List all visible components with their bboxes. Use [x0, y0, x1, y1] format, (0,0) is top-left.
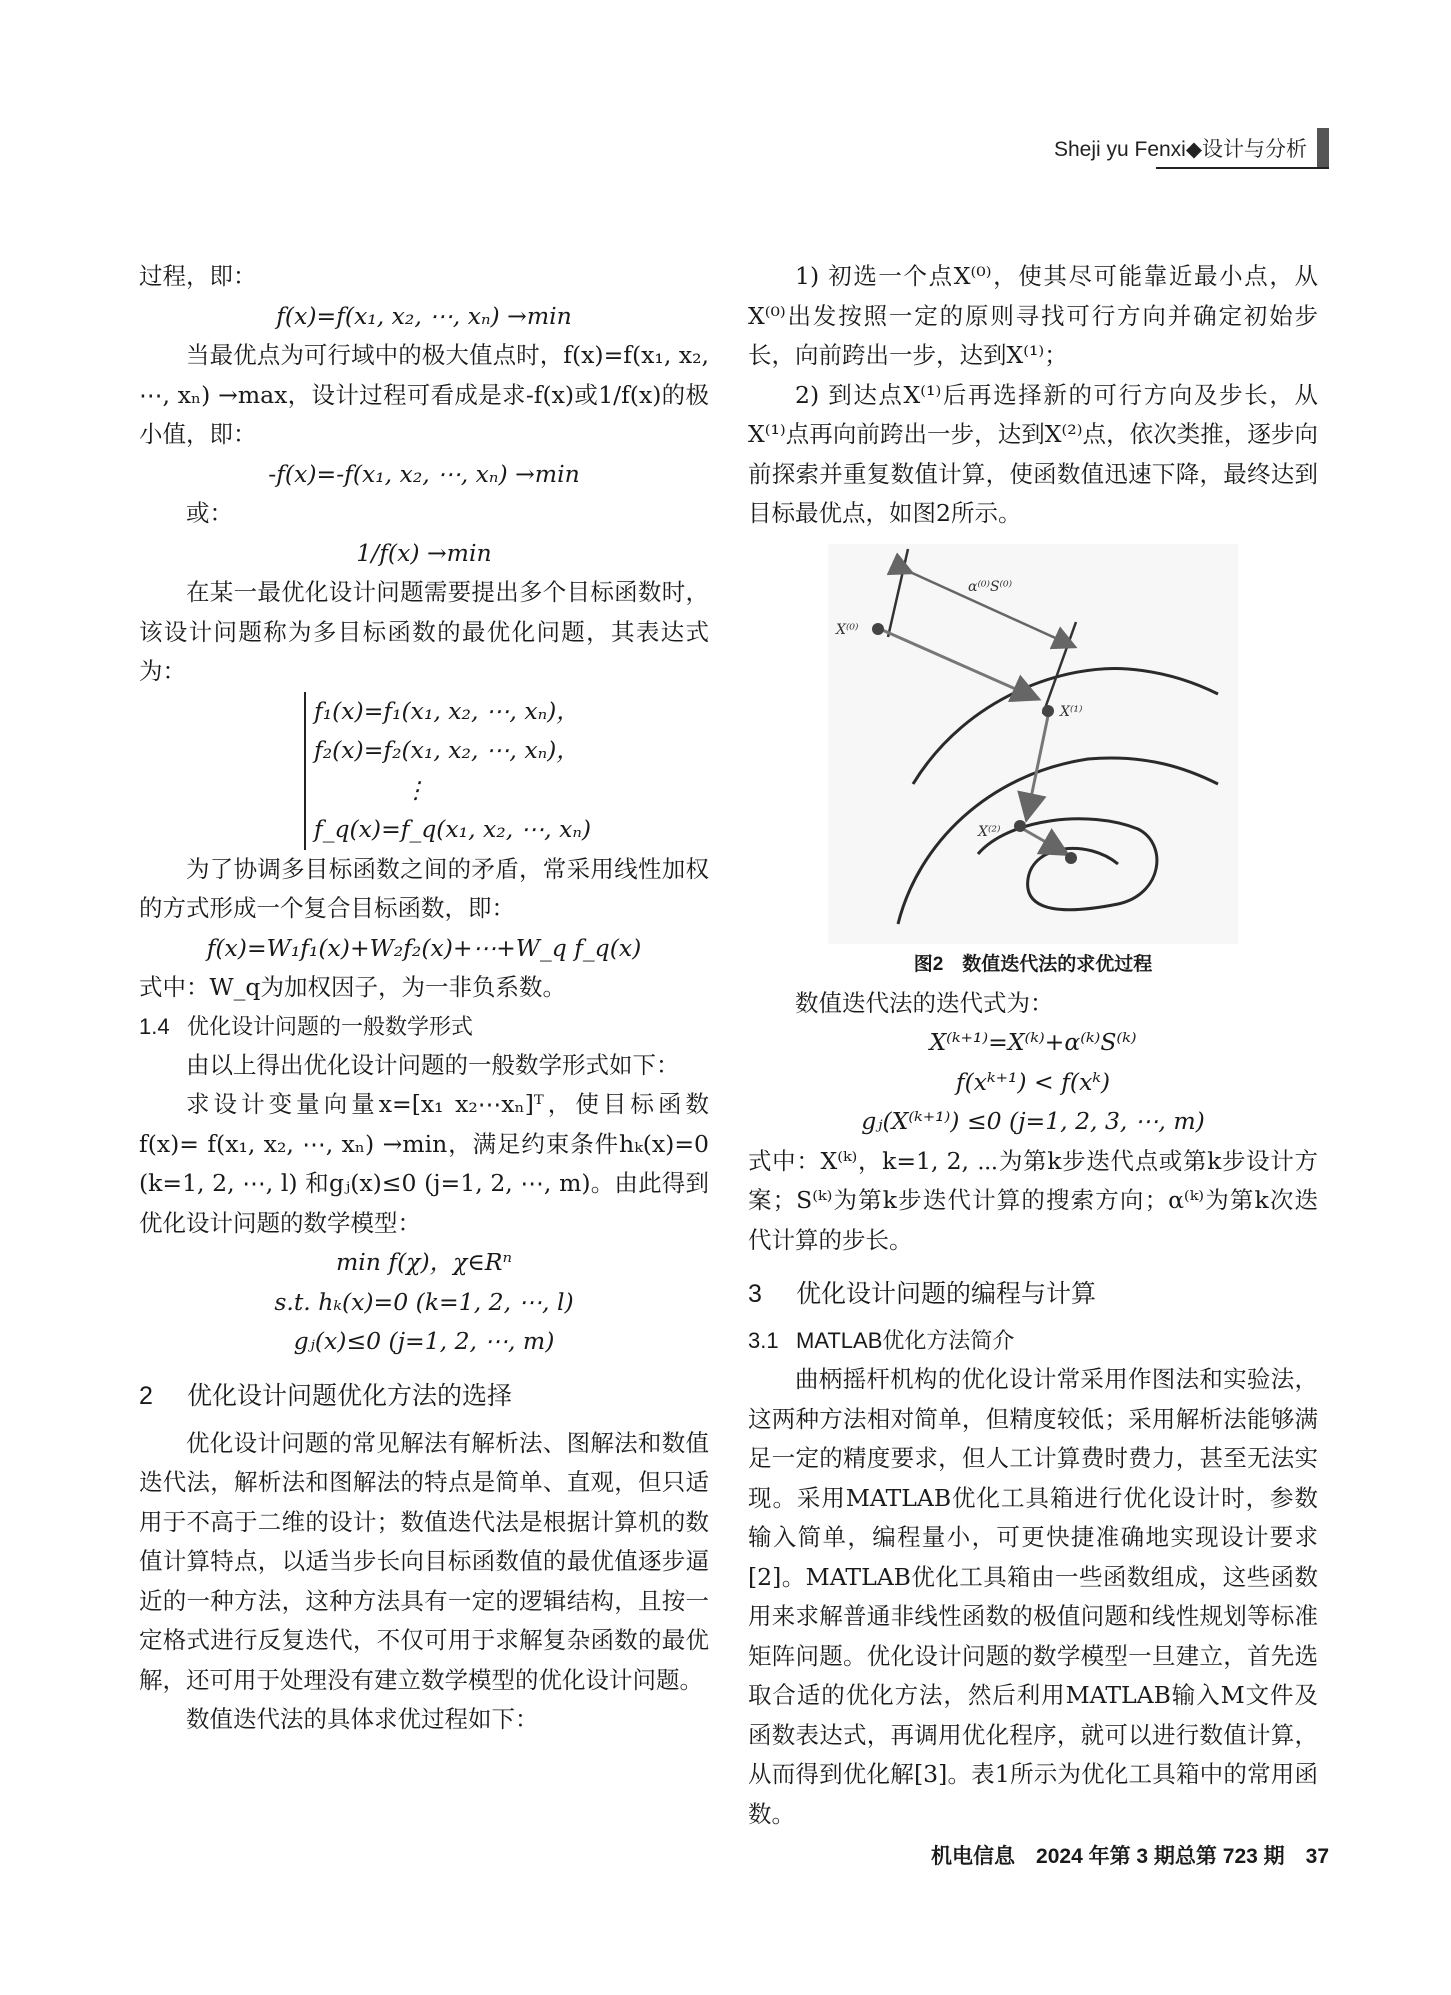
label-x0: X⁽⁰⁾: [836, 621, 859, 638]
paragraph: 1) 初选一个点X⁽⁰⁾，使其尽可能靠近最小点，从X⁽⁰⁾出发按照一定的原则寻找可行方向并确定初始步长，向前跨出一步，达到X⁽¹⁾；: [748, 262, 1318, 369]
figure-caption: 图2 数值迭代法的求优过程: [913, 953, 1153, 975]
iteration-path: [880, 629, 1065, 853]
paragraph: 或：: [186, 499, 233, 527]
subsection-heading: [139, 1008, 709, 1046]
right-column: [748, 257, 1318, 1834]
header-text: Sheji yu Fenxi◆设计与分析: [1053, 138, 1307, 161]
equation: s.t. hₖ(x)=0 (k=1, 2, ⋯, l): [274, 1287, 574, 1316]
point-x1: [1042, 705, 1054, 717]
equation: -f(x)=-f(x₁, x₂, ⋯, xₙ) →min: [268, 459, 580, 488]
section-number: 3.1: [748, 1328, 779, 1353]
contour-lines: [898, 668, 1218, 924]
paragraph: 由以上得出优化设计问题的一般数学形式如下：: [186, 1050, 680, 1079]
equation-system: [304, 692, 709, 850]
equation: gⱼ(X⁽ᵏ⁺¹⁾) ≤0 (j=1, 2, 3, ⋯, m): [861, 1107, 1205, 1135]
paragraph: 曲柄摇杆机构的优化设计常采用作图法和实验法，这两种方法相对简单，但精度较低；采用解析法能够满足一定的精度要求，但人工计算费时费力，甚至无法实现。采用MATLAB优化工具箱进行优化设计时，参数输入简单，编程量小，可更快捷准确地实现设计要求[2]。MATLAB优化工具箱由一些函数组成，这些函数用来求解普通非线性函数的极值问题和线性规划等标准矩阵问题。优化设计问题的数学模型一旦建立，首先选取合适的优化方法，然后利用MATLAB输入M文件及函数表达式，再调用优化程序，就可以进行数值计算，从而得到优化解[3]。表1所示为优化工具箱中的常用函数。: [748, 1365, 1318, 1828]
equation: X⁽ᵏ⁺¹⁾=X⁽ᵏ⁾+α⁽ᵏ⁾S⁽ᵏ⁾: [929, 1028, 1137, 1056]
paragraph: 在某一最优化设计问题需要提出多个目标函数时，该设计问题称为多目标函数的最优化问题，其表达式为：: [139, 578, 709, 685]
equation: 1/f(x) →min: [356, 538, 492, 567]
step-guides: [888, 549, 1076, 714]
paragraph: 求设计变量向量x=[x₁ x₂⋯xₙ]ᵀ，使目标函数f(x)= f(x₁, x₂, ⋯, xₙ) →min，满足约束条件hₖ(x)=0 (k=1, 2, ⋯, l) 和gⱼ(x)≤0 (j=1, 2, ⋯, m)。由此得到优化设计问题的数学模型：: [139, 1090, 709, 1237]
figure-2: [828, 544, 1238, 944]
section-heading: [139, 1376, 709, 1416]
running-header: [1054, 128, 1329, 168]
left-column: [139, 257, 709, 1740]
subsection-heading: [748, 1322, 1318, 1360]
section-heading: [748, 1274, 1318, 1314]
equation: f(x)=f(x₁, x₂, ⋯, xₙ) →min: [276, 301, 572, 330]
section-number: 1.4: [139, 1013, 170, 1039]
section-number: 2: [139, 1381, 153, 1410]
equation: gⱼ(x)≤0 (j=1, 2, ⋯, m): [293, 1327, 555, 1355]
paragraph: 数值迭代法的迭代式为：: [795, 988, 1054, 1017]
paragraph: 过程，即：: [139, 262, 257, 290]
equation: f(xᵏ⁺¹) < f(xᵏ): [955, 1067, 1111, 1096]
section-title: 优化设计问题优化方法的选择: [187, 1381, 513, 1410]
label-x2: X⁽²⁾: [978, 823, 1001, 840]
system-line: ⋮: [404, 775, 428, 804]
section-number: 3: [748, 1280, 762, 1308]
system-line: f₂(x)=f₂(x₁, x₂, ⋯, xₙ)，: [314, 736, 580, 764]
point-x0: [872, 623, 884, 635]
paragraph: 优化设计问题的常见解法有解析法、图解法和数值迭代法，解析法和图解法的特点是简单、直观，但只适用于不高于二维的设计；数值迭代法是根据计算机的数值计算特点，以适当步长向目标函数值的最优值逐步逼近的一种方法，这种方法具有一定的逻辑结构，且按一定格式进行反复迭代，不仅可用于求解复杂函数的最优解，还可用于处理没有建立数学模型的优化设计问题。: [139, 1428, 709, 1694]
equation: min f(χ)，χ∈Rⁿ: [335, 1248, 513, 1276]
iteration-diagram: [828, 544, 1238, 944]
section-title: 优化设计问题的一般数学形式: [187, 1013, 474, 1039]
section-title: 优化设计问题的编程与计算: [796, 1280, 1097, 1308]
label-x1: X⁽¹⁾: [1060, 703, 1083, 720]
system-line: f₁(x)=f₁(x₁, x₂, ⋯, xₙ)，: [314, 696, 580, 725]
header-bar: [1317, 128, 1329, 168]
system-line: f_q(x)=f_q(x₁, x₂, ⋯, xₙ): [314, 815, 592, 843]
point-optimum: [1065, 852, 1077, 864]
page-footer: 机电信息 2024 年第 3 期总第 723 期 37: [931, 1845, 1329, 1868]
paragraph: 2) 到达点X⁽¹⁾后再选择新的可行方向及步长，从X⁽¹⁾点再向前跨出一步，达到X⁽²⁾点，依次类推，逐步向前探索并重复数值计算，使函数值迅速下降，最终达到目标最优点，如图2所示。: [748, 380, 1318, 527]
paragraph: 当最优点为可行域中的极大值点时，f(x)=f(x₁, x₂, ⋯, xₙ) →max，设计过程可看成是求-f(x)或1/f(x)的极小值，即：: [139, 341, 709, 448]
paragraph: 为了协调多目标函数之间的矛盾，常采用线性加权的方式形成一个复合目标函数，即：: [139, 854, 709, 922]
paragraph: 数值迭代法的具体求优过程如下：: [186, 1705, 539, 1733]
section-title: MATLAB优化方法简介: [796, 1328, 1015, 1353]
paragraph: 式中：X⁽ᵏ⁾，k=1, 2, ⋯为第k步迭代点或第k步设计方案；S⁽ᵏ⁾为第k步迭代计算的搜索方向；α⁽ᵏ⁾为第k次迭代计算的步长。: [748, 1146, 1318, 1254]
point-x2: [1014, 820, 1026, 832]
label-step: α⁽⁰⁾S⁽⁰⁾: [968, 578, 1013, 595]
equation: f(x)=W₁f₁(x)+W₂f₂(x)+⋯+W_q f_q(x): [206, 933, 642, 962]
paragraph: 式中：W_q为加权因子，为一非负系数。: [139, 973, 566, 1001]
header-rule: [1156, 167, 1329, 169]
